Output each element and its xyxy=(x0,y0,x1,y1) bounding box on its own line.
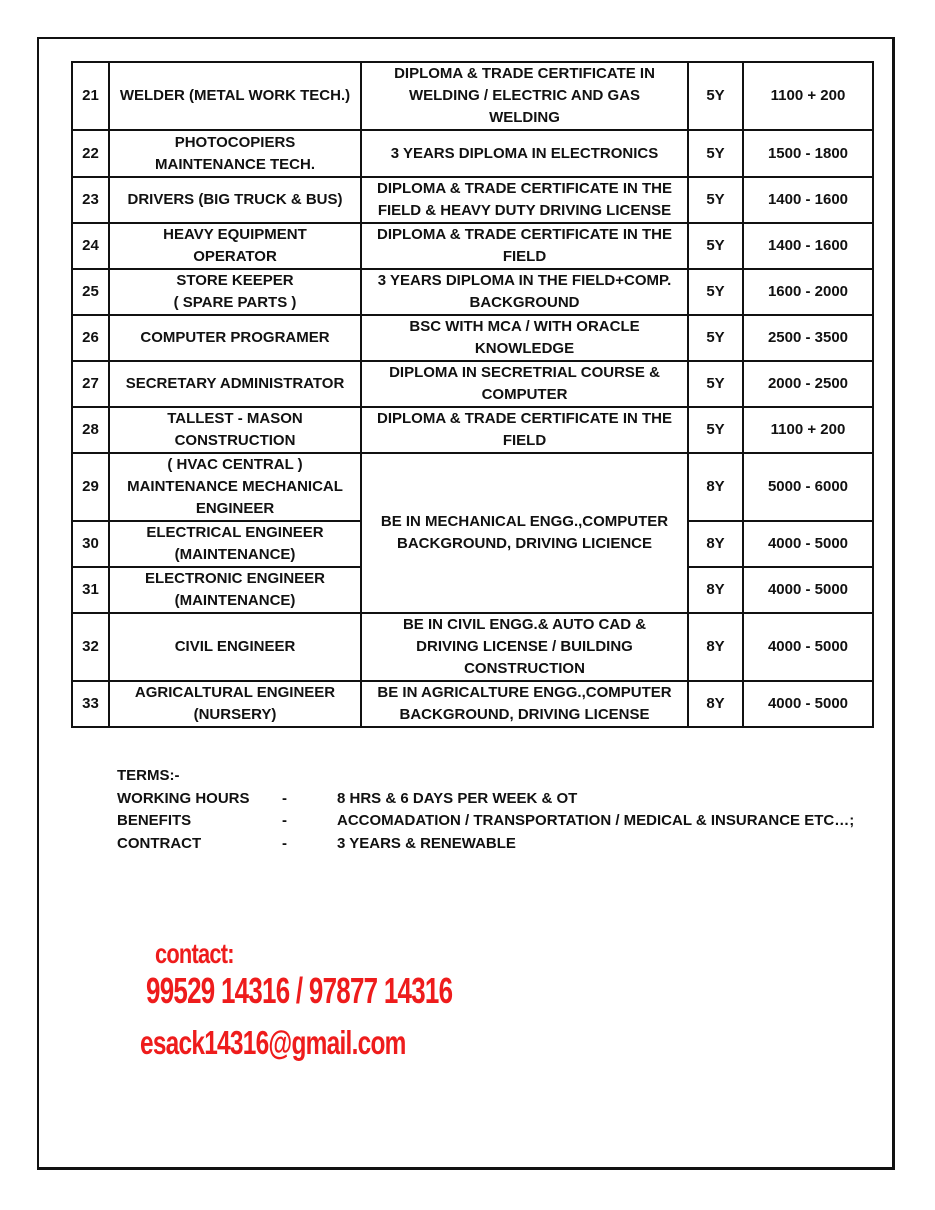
jobs-table xyxy=(71,61,874,728)
terms-heading: TERMS:- xyxy=(117,767,180,784)
salary-cell: 2500 - 3500 xyxy=(743,315,873,361)
row-number: 33 xyxy=(72,681,109,727)
qualification-cell: DIPLOMA IN SECRETRIAL COURSE & COMPUTER xyxy=(361,361,688,407)
row-number: 27 xyxy=(72,361,109,407)
table-row xyxy=(72,315,873,361)
salary-cell: 1400 - 1600 xyxy=(743,223,873,269)
salary-cell: 1400 - 1600 xyxy=(743,177,873,223)
experience-cell: 8Y xyxy=(688,613,743,681)
row-number: 24 xyxy=(72,223,109,269)
position-cell: AGRICALTURAL ENGINEER (NURSERY) xyxy=(109,681,361,727)
table-row xyxy=(72,130,873,177)
row-number: 25 xyxy=(72,269,109,315)
position-cell: COMPUTER PROGRAMER xyxy=(109,315,361,361)
term-dash: - xyxy=(282,812,287,829)
position-cell: ELECTRONIC ENGINEER (MAINTENANCE) xyxy=(109,567,361,613)
experience-cell: 8Y xyxy=(688,521,743,567)
position-cell: STORE KEEPER ( SPARE PARTS ) xyxy=(109,269,361,315)
position-cell: ( HVAC CENTRAL ) MAINTENANCE MECHANICAL ENGINEER xyxy=(109,453,361,521)
row-number: 29 xyxy=(72,453,109,521)
position-cell: SECRETARY ADMINISTRATOR xyxy=(109,361,361,407)
row-number: 26 xyxy=(72,315,109,361)
position-cell: DRIVERS (BIG TRUCK & BUS) xyxy=(109,177,361,223)
salary-cell: 1100 + 200 xyxy=(743,407,873,453)
table-row xyxy=(72,681,873,727)
experience-cell: 8Y xyxy=(688,681,743,727)
position-cell: HEAVY EQUIPMENT OPERATOR xyxy=(109,223,361,269)
experience-cell: 5Y xyxy=(688,269,743,315)
qualification-cell: BSC WITH MCA / WITH ORACLE KNOWLEDGE xyxy=(361,315,688,361)
table-row xyxy=(72,613,873,681)
table-row xyxy=(72,407,873,453)
term-label: WORKING HOURS xyxy=(117,789,250,807)
term-value: ACCOMADATION / TRANSPORTATION / MEDICAL & INSURANCE ETC…; xyxy=(337,812,855,829)
qualification-cell: BE IN CIVIL ENGG.& AUTO CAD & DRIVING LICENSE / BUILDING CONSTRUCTION xyxy=(361,613,688,681)
qualification-cell: BE IN MECHANICAL ENGG.,COMPUTER BACKGROUND, DRIVING LICIENCE xyxy=(361,453,688,613)
term-contract xyxy=(117,833,516,856)
table-row xyxy=(72,177,873,223)
table-row xyxy=(72,223,873,269)
table-row xyxy=(72,62,873,130)
table-row xyxy=(72,269,873,315)
qualification-cell: 3 YEARS DIPLOMA IN THE FIELD+COMP. BACKGROUND xyxy=(361,269,688,315)
salary-cell: 5000 - 6000 xyxy=(743,453,873,521)
salary-cell: 1500 - 1800 xyxy=(743,130,873,177)
row-number: 30 xyxy=(72,521,109,567)
qualification-cell: DIPLOMA & TRADE CERTIFICATE IN THE FIELD & HEAVY DUTY DRIVING LICENSE xyxy=(361,177,688,223)
experience-cell: 5Y xyxy=(688,223,743,269)
salary-cell: 1600 - 2000 xyxy=(743,269,873,315)
qualification-cell: DIPLOMA & TRADE CERTIFICATE IN THE FIELD xyxy=(361,407,688,453)
position-cell: CIVIL ENGINEER xyxy=(109,613,361,681)
experience-cell: 5Y xyxy=(688,407,743,453)
row-number: 21 xyxy=(72,62,109,130)
term-value: 8 HRS & 6 DAYS PER WEEK & OT xyxy=(337,789,578,807)
salary-cell: 4000 - 5000 xyxy=(743,613,873,681)
term-benefits xyxy=(117,810,855,833)
table-row xyxy=(72,361,873,407)
term-working-hours xyxy=(117,788,578,811)
row-number: 31 xyxy=(72,567,109,613)
position-cell: WELDER (METAL WORK TECH.) xyxy=(109,62,361,130)
table-row xyxy=(72,453,873,521)
term-dash: - xyxy=(282,789,287,807)
row-number: 22 xyxy=(72,130,109,177)
salary-cell: 4000 - 5000 xyxy=(743,681,873,727)
experience-cell: 8Y xyxy=(688,567,743,613)
qualification-cell: DIPLOMA & TRADE CERTIFICATE IN WELDING / ELECTRIC AND GAS WELDING xyxy=(361,62,688,130)
experience-cell: 5Y xyxy=(688,361,743,407)
row-number: 32 xyxy=(72,613,109,681)
position-cell: ELECTRICAL ENGINEER (MAINTENANCE) xyxy=(109,521,361,567)
qualification-cell: 3 YEARS DIPLOMA IN ELECTRONICS xyxy=(361,130,688,177)
experience-cell: 5Y xyxy=(688,177,743,223)
contact-email: esack14316@gmail.com xyxy=(140,1024,406,1061)
term-dash: - xyxy=(282,834,287,852)
experience-cell: 5Y xyxy=(688,130,743,177)
qualification-cell: BE IN AGRICALTURE ENGG.,COMPUTER BACKGROUND, DRIVING LICENSE xyxy=(361,681,688,727)
terms-section xyxy=(117,765,855,855)
row-number: 28 xyxy=(72,407,109,453)
experience-cell: 5Y xyxy=(688,315,743,361)
term-label: BENEFITS xyxy=(117,812,192,829)
salary-cell: 2000 - 2500 xyxy=(743,361,873,407)
contact-phone-numbers: 99529 14316 / 97877 14316 xyxy=(146,970,453,1011)
salary-cell: 4000 - 5000 xyxy=(743,521,873,567)
contact-label: contact: xyxy=(155,938,234,969)
experience-cell: 5Y xyxy=(688,62,743,130)
experience-cell: 8Y xyxy=(688,453,743,521)
salary-cell: 1100 + 200 xyxy=(743,62,873,130)
row-number: 23 xyxy=(72,177,109,223)
salary-cell: 4000 - 5000 xyxy=(743,567,873,613)
position-cell: TALLEST - MASON CONSTRUCTION xyxy=(109,407,361,453)
term-label: CONTRACT xyxy=(117,834,202,852)
position-cell: PHOTOCOPIERS MAINTENANCE TECH. xyxy=(109,130,361,177)
term-value: 3 YEARS & RENEWABLE xyxy=(337,834,516,852)
qualification-cell: DIPLOMA & TRADE CERTIFICATE IN THE FIELD xyxy=(361,223,688,269)
